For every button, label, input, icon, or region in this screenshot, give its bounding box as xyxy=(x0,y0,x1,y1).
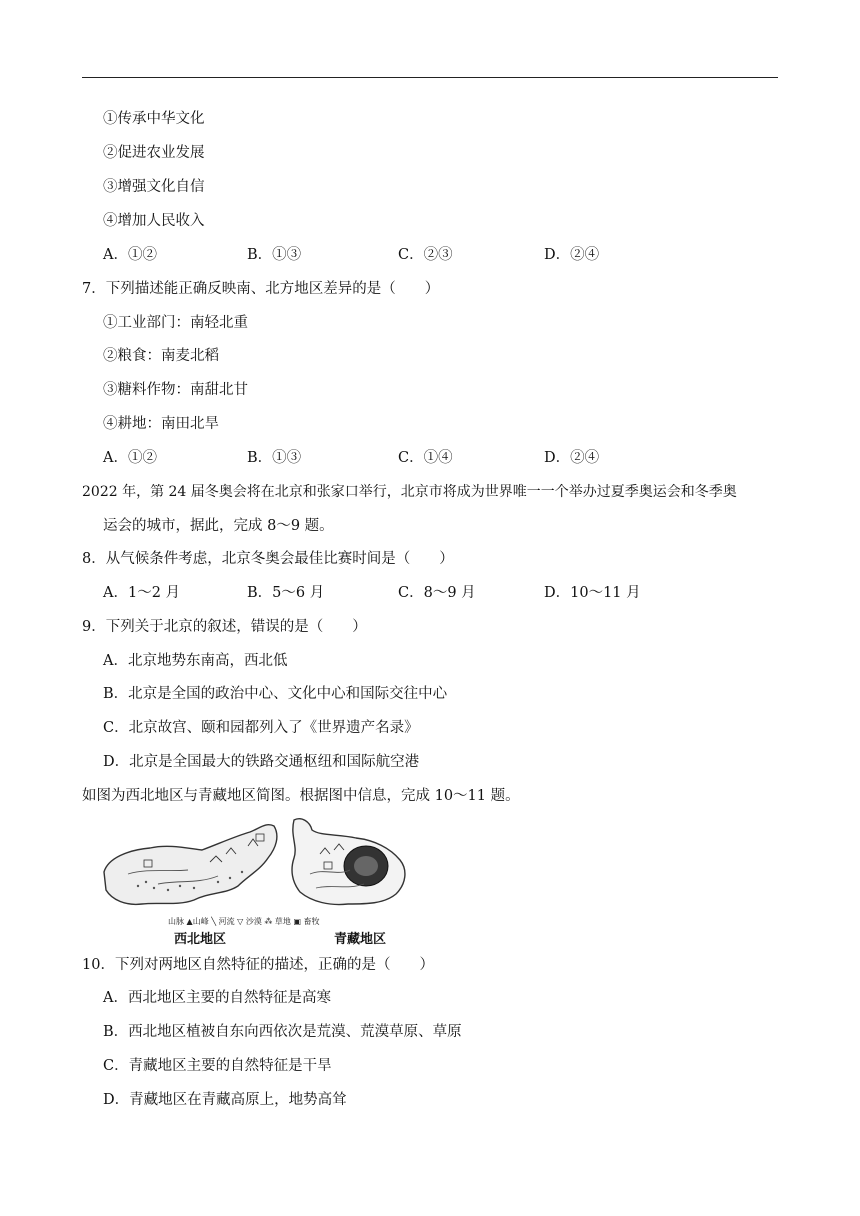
q10-stem: 10．下列对两地区自然特征的描述，正确的是（ ） xyxy=(82,957,434,973)
header-rule xyxy=(82,77,778,78)
q6-item-3: ③增强文化自信 xyxy=(103,179,205,195)
q10-option-a[interactable]: A．西北地区主要的自然特征是高寒 xyxy=(103,990,331,1006)
q8-option-d[interactable]: D．10～11 月 xyxy=(544,585,641,601)
q8-option-a[interactable]: A．1～2 月 xyxy=(103,585,181,601)
northwest-region-shape xyxy=(104,825,277,905)
q6-option-c[interactable]: C．②③ xyxy=(398,247,453,263)
q7-option-d[interactable]: D．②④ xyxy=(544,450,600,466)
passage-8-9-line2: 运会的城市，据此，完成 8～9 题。 xyxy=(103,518,334,534)
q7-option-c[interactable]: C．①④ xyxy=(398,450,453,466)
q7-option-b[interactable]: B．①③ xyxy=(247,450,302,466)
q9-option-a[interactable]: A．北京地势东南高，西北低 xyxy=(103,653,288,669)
regions-map-svg xyxy=(98,814,416,920)
q7-stem: 7．下列描述能正确反映南、北方地区差异的是（ ） xyxy=(82,281,440,297)
passage-10-11: 如图为西北地区与青藏地区简图。根据图中信息，完成 10～11 题。 xyxy=(82,788,520,804)
q6-option-a[interactable]: A．①② xyxy=(103,247,157,263)
q7-item-3: ③糖料作物：南甜北甘 xyxy=(103,382,248,398)
map-legend: 山脉 ▲山峰 ╲ 河流 ▽ 沙漠 ⁂ 草地 ▣ 畜牧 xyxy=(168,917,320,926)
q7-option-a[interactable]: A．①② xyxy=(103,450,157,466)
q7-item-4: ④耕地：南田北旱 xyxy=(103,416,219,432)
q6-option-b[interactable]: B．①③ xyxy=(247,247,302,263)
regions-map-figure xyxy=(98,814,416,947)
passage-8-9-line1: 2022 年，第 24 届冬奥会将在北京和张家口举行，北京市将成为世界唯一一个举办过夏季奥运会和冬季奥 xyxy=(82,484,737,500)
q9-option-c[interactable]: C．北京故宫、颐和园都列入了《世界遗产名录》 xyxy=(103,720,419,736)
qinghai-tibet-caption: 青藏地区 xyxy=(334,932,387,947)
northwest-caption: 西北地区 xyxy=(174,932,227,947)
q8-option-b[interactable]: B．5～6 月 xyxy=(247,585,325,601)
q9-option-b[interactable]: B．北京是全国的政治中心、文化中心和国际交往中心 xyxy=(103,686,448,702)
q9-option-d[interactable]: D．北京是全国最大的铁路交通枢纽和国际航空港 xyxy=(103,754,420,770)
q10-option-d[interactable]: D．青藏地区在青藏高原上，地势高耸 xyxy=(103,1092,347,1108)
q9-stem: 9．下列关于北京的叙述，错误的是（ ） xyxy=(82,619,367,635)
q7-item-2: ②粮食：南麦北稻 xyxy=(103,348,219,364)
q7-item-1: ①工业部门：南轻北重 xyxy=(103,315,248,331)
q10-option-b[interactable]: B．西北地区植被自东向西依次是荒漠、荒漠草原、草原 xyxy=(103,1024,462,1040)
q8-stem: 8．从气候条件考虑，北京冬奥会最佳比赛时间是（ ） xyxy=(82,551,454,567)
q10-option-c[interactable]: C．青藏地区主要的自然特征是干旱 xyxy=(103,1058,332,1074)
q8-option-c[interactable]: C．8～9 月 xyxy=(398,585,476,601)
q6-item-2: ②促进农业发展 xyxy=(103,145,205,161)
q6-item-4: ④增加人民收入 xyxy=(103,213,205,229)
q6-option-d[interactable]: D．②④ xyxy=(544,247,600,263)
q6-item-1: ①传承中华文化 xyxy=(103,111,205,127)
